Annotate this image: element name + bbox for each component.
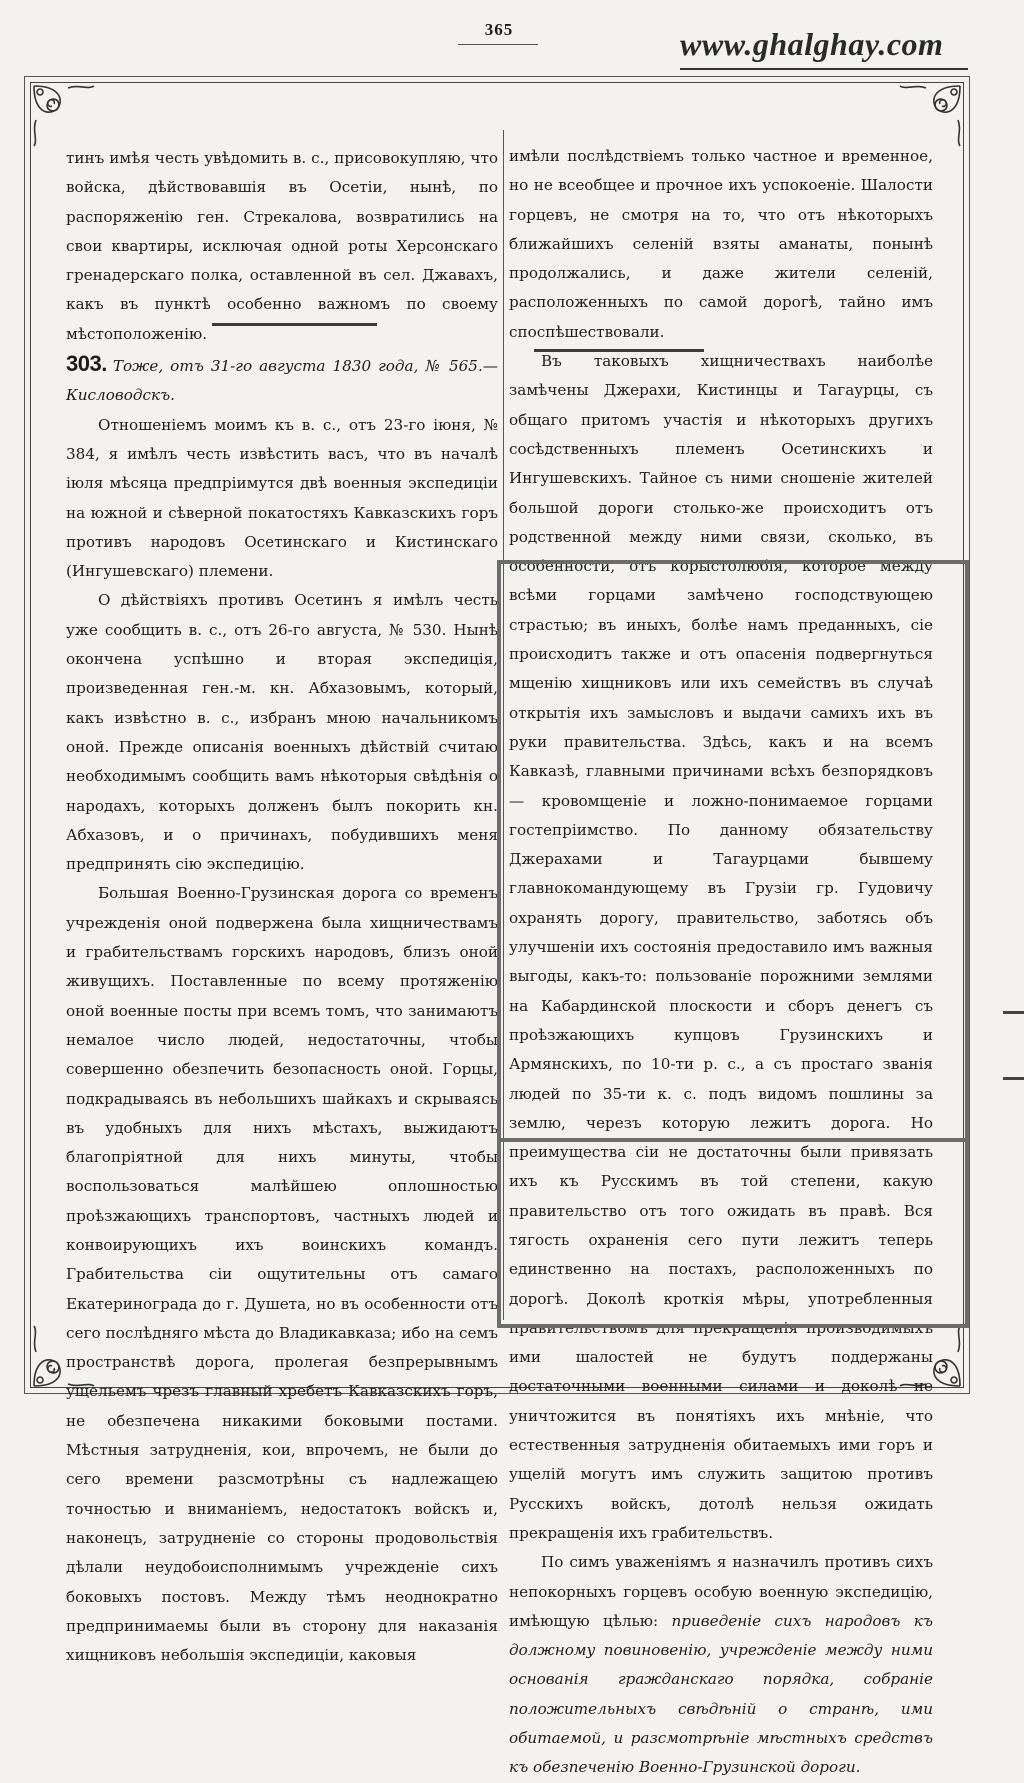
document-heading [66, 349, 498, 411]
left-column [66, 144, 498, 1670]
right-paragraph-1: имѣли послѣдствіемъ только частное и временное, но не всеобщее и прочное ихъ успокоеніе. Шалости горцевъ, не смотря на то, что отъ нѣкоторыхъ ближайшихъ селеній взяты аманаты, понынѣ продолжались, и даже жители селеній, расположенныхъ по самой дорогѣ, тайно имъ споспѣшествовали. [509, 147, 933, 341]
watermark: www.ghalghay.com [680, 26, 944, 62]
left-paragraph-2: Отношеніемъ моимъ къ в. с., отъ 23-го іюня, № 384, я имѣлъ честь извѣстить васъ, что въ началѣ іюля мѣсяца предпріимутся двѣ военныя экспедиціи на южной и сѣверной покатостяхъ Кавказскихъ горъ противъ народовъ Осетинскаго и Кистинскаго (Ингушевскаго) племени. [66, 415, 498, 581]
document-number: 303. [66, 351, 107, 377]
highlight-box-conclusion [497, 1138, 969, 1328]
right-paragraph-3 [509, 1548, 933, 1782]
left-paragraph-4: Большая Военно-Грузинская дорога со временъ учрежденія оной подвержена была хищничествамъ и грабительствамъ горскихъ народовъ, близъ оной живущихъ. Поставленные по всему протяженію оной военные посты при всемъ томъ, что занимаютъ немалое число людей, недостаточны, чтобы совершенно обезпечить безопасность оной. Горцы, подкрадываясь въ небольшихъ шайкахъ и скрываясь въ удобныхъ для нихъ мѣстахъ, выжидаютъ благопріятной для нихъ минуты, чтобы воспользоваться малѣйшею оплошностью проѣзжающихъ транспортовъ, частныхъ людей и конвоирующихъ ихъ воинскихъ командъ. Грабительства сіи ощутительны отъ самаго Екатеринограда до г. Душета, но въ особенности отъ сего послѣдняго мѣста до Владикавказа; ибо на семъ пространствѣ дорога, пролегая безпрерывнымъ ущельемъ чрезъ главный хребетъ Кавказскихъ горъ, не обезпечена никакими боковыми постами. Мѣстныя затрудненія, кои, впрочемъ, не были до сего времени разсмотрѣны съ надлежащею точностью и вниманіемъ, недостатокъ войскъ и, наконецъ, затрудненіе со стороны продовольствія дѣлали неудобоисполнимымъ учрежденіе сихъ боковыхъ постовъ. Между тѣмъ неоднократно предпринимаемы были въ сторону для наказанія хищниковъ небольшія экспедиціи, каковыя [66, 884, 498, 1665]
page-number: 365 [484, 20, 514, 39]
highlight-box-main [497, 560, 969, 1142]
right-paragraph-3-italic: приведеніе сихъ народовъ къ должному повиновенію, учрежденіе между ними основанія гражданскаго порядка, собраніе положительныхъ свѣдѣній о странѣ, ими обитаемой, и разсмотрѣніе мѣстныхъ средствъ къ обезпеченію Военно-Грузинской дороги. [509, 1611, 933, 1777]
corner-ornament-icon [28, 80, 98, 150]
document-heading-text: Тоже, отъ 31-го августа 1830 года, № 565.— Кисловодскъ. [66, 357, 498, 405]
margin-tick [1003, 1011, 1024, 1014]
left-paragraph-3: О дѣйствіяхъ противъ Осетинъ я имѣлъ честь уже сообщить в. с., отъ 26-го августа, № 530. Нынѣ окончена успѣшно и вторая экспедиція, произведенная ген.-м. кн. Абхазовымъ, который, какъ извѣстно в. с., избранъ мною начальникомъ оной. Прежде описанія военныхъ дѣйствій считаю необходимымъ сообщить вамъ нѣкоторыя свѣдѣнія о народахъ, которыхъ долженъ былъ покорить кн. Абхазовъ, и о причинахъ, побудившихъ меня предпринять сію экспедицію. [66, 591, 498, 874]
right-paragraph-2: Въ таковыхъ хищничествахъ наиболѣе замѣчены Джерахи, Кистинцы и Тагаурцы, съ общаго притомъ участія и нѣкоторыхъ другихъ сосѣдственныхъ племенъ Осетинскихъ и Ингушевскихъ. Тайное съ ними сношеніе жителей большой дороги столько-же происходитъ отъ родственной между ними связи, сколько, въ особенности, отъ корыстолюбія, которое между всѣми горцами замѣчено господствующею страстью; въ иныхъ, болѣе намъ преданныхъ, сіе происходитъ также и отъ опасенія подвергнуться мщенію хищниковъ или ихъ семействъ въ случаѣ открытія ихъ замысловъ и выдачи самихъ ихъ въ руки правительства. Здѣсь, какъ и на всемъ Кавказѣ, главными причинами всѣхъ безпорядковъ — кровомщеніе и ложно-понимаемое горцами гостепріимство. По данному обязательству Джерахами и Тагаурцами бывшему главнокомандующему въ Грузіи гр. Гудовичу охранять дорогу, правительство, заботясь объ улучшеніи ихъ состоянія предоставило имъ важныя выгоды, какъ-то: пользованіе порожними землями на Кабардинской плоскости и сборъ денегъ съ проѣзжающихъ купцовъ Грузинскихъ и Армянскихъ, по 10-ти р. с., а съ простаго званія людей по 35-ти к. с. подъ видомъ пошлины за землю, черезъ которую лежитъ дорога. Но преимущества сіи не достаточны были привязать ихъ къ Русскимъ въ той степени, какую правительство отъ того ожидать въ правѣ. Вся тягость охраненія сего пути лежитъ теперь единственно на постахъ, расположенныхъ по дорогѣ. Доколѣ кроткія мѣры, употребленныя правительствомъ для прекращенія производимыхъ ими шалостей не будутъ поддержаны достаточными военными силами и доколѣ не уничтожится въ понятіяхъ ихъ мнѣніе, что естественныя затрудненія обитаемыхъ ими горъ и ущелій могутъ имъ служить защитою противъ Русскихъ войскъ, дотолѣ нельзя ожидать прекращенія ихъ грабительствъ. [509, 352, 933, 1542]
watermark-rule [680, 68, 968, 70]
page-number-rule [458, 44, 538, 45]
date-underline-mark [212, 323, 377, 326]
right-paragraph-3-plain: По симъ уваженіямъ я назначилъ противъ сихъ непокорныхъ горцевъ особую военную экспедицію, имѣющую цѣлью: [509, 1553, 933, 1630]
left-paragraph-1: тинъ имѣя честь увѣдомить в. с., присовокупляю, что войска, дѣйствовавшія въ Осетіи, нынѣ, по распоряженію ген. Стрекалова, возвратились на свои квартиры, исключая одной роты Херсонскаго гренадерскаго полка, оставленной въ сел. Джавахъ, какъ въ пунктѣ особенно важномъ по своему мѣстоположенію. [66, 149, 498, 343]
tribes-underline-mark [534, 349, 704, 352]
margin-tick [1003, 1077, 1024, 1080]
corner-ornament-icon [896, 80, 966, 150]
